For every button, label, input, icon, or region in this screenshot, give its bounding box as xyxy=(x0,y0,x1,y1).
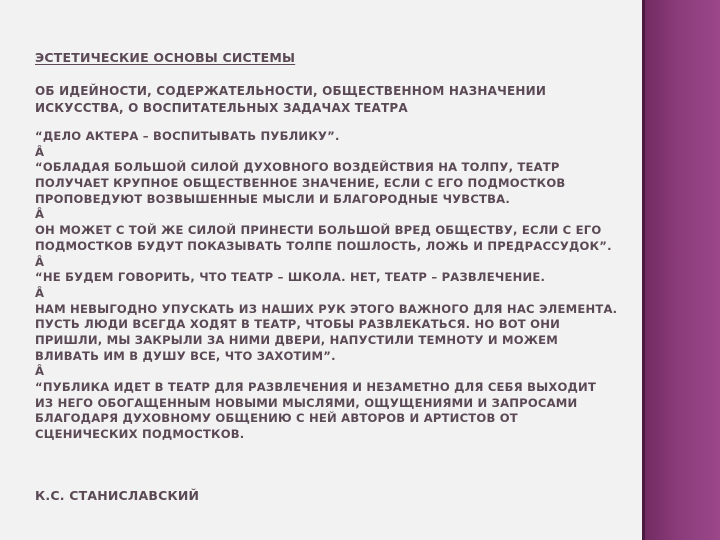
body-line: “НЕ БУДЕМ ГОВОРИТЬ, ЧТО ТЕАТР – ШКОЛА. НЕТ, ТЕАТР – РАЗВЛЕЧЕНИЕ. xyxy=(35,270,546,285)
side-bar-edge xyxy=(642,0,645,540)
separator-mark: Â xyxy=(35,364,45,379)
body-line: ПРИШЛИ, МЫ ЗАКРЫЛИ ЗА НИМИ ДВЕРИ, НАПУСТИЛИ ТЕМНОТУ И МОЖЕМ xyxy=(35,332,558,347)
body-line: ОН МОЖЕТ С ТОЙ ЖЕ СИЛОЙ ПРИНЕСТИ БОЛЬШОЙ ВРЕД ОБЩЕСТВУ, ЕСЛИ С ЕГО xyxy=(35,223,602,238)
body-line: ПРОПОВЕДУЮТ ВОЗВЫШЕННЫЕ МЫСЛИ И БЛАГОРОДНЫЕ ЧУВСТВА. xyxy=(35,191,510,206)
quote-author: К.С. СТАНИСЛАВСКИЙ xyxy=(35,488,200,503)
slide-title: ЭСТЕТИЧЕСКИЕ ОСНОВЫ СИСТЕМЫ xyxy=(35,50,296,65)
body-line: ВЛИВАТЬ ИМ В ДУШУ ВСЕ, ЧТО ЗАХОТИМ”. xyxy=(35,348,336,363)
separator-mark: Â xyxy=(35,254,45,269)
body-line: ИЗ НЕГО ОБОГАЩЕННЫМ НОВЫМИ МЫСЛЯМИ, ОЩУЩЕНИЯМИ И ЗАПРОСАМИ xyxy=(35,395,578,410)
body-line: НАМ НЕВЫГОДНО УПУСКАТЬ ИЗ НАШИХ РУК ЭТОГО ВАЖНОГО ДЛЯ НАС ЭЛЕМЕНТА. xyxy=(35,301,618,316)
body-line: БЛАГОДАРЯ ДУХОВНОМУ ОБЩЕНИЮ С НЕЙ АВТОРОВ И АРТИСТОВ ОТ xyxy=(35,411,518,426)
quotes-body xyxy=(35,129,617,443)
slide-subtitle xyxy=(35,83,546,117)
separator-mark: Â xyxy=(35,285,45,300)
body-line: “ПУБЛИКА ИДЕТ В ТЕАТР ДЛЯ РАЗВЛЕЧЕНИЯ И НЕЗАМЕТНО ДЛЯ СЕБЯ ВЫХОДИТ xyxy=(35,380,597,394)
subtitle-line: ИСКУССТВА, О ВОСПИТАТЕЛЬНЫХ ЗАДАЧАХ ТЕАТРА xyxy=(35,101,408,115)
decorative-side-bar xyxy=(642,0,720,540)
body-line: “ДЕЛО АКТЕРА – ВОСПИТЫВАТЬ ПУБЛИКУ”. xyxy=(35,129,340,143)
body-line: СЦЕНИЧЕСКИХ ПОДМОСТКОВ. xyxy=(35,427,245,442)
body-line: ПУСТЬ ЛЮДИ ВСЕГДА ХОДЯТ В ТЕАТР, ЧТОБЫ РАЗВЛЕКАТЬСЯ. НО ВОТ ОНИ xyxy=(35,317,561,332)
body-line: “ОБЛАДАЯ БОЛЬШОЙ СИЛОЙ ДУХОВНОГО ВОЗДЕЙСТВИЯ НА ТОЛПУ, ТЕАТР xyxy=(35,160,560,175)
separator-mark: Â xyxy=(35,207,45,222)
subtitle-line: ОБ ИДЕЙНОСТИ, СОДЕРЖАТЕЛЬНОСТИ, ОБЩЕСТВЕННОМ НАЗНАЧЕНИИ xyxy=(35,84,547,98)
separator-mark: Â xyxy=(35,144,45,159)
body-line: ПОДМОСТКОВ БУДУТ ПОКАЗЫВАТЬ ТОЛПЕ ПОШЛОСТЬ, ЛОЖЬ И ПРЕДРАССУДОК”. xyxy=(35,238,612,253)
body-line: ПОЛУЧАЕТ КРУПНОЕ ОБЩЕСТВЕННОЕ ЗНАЧЕНИЕ, ЕСЛИ С ЕГО ПОДМОСТКОВ xyxy=(35,176,566,191)
